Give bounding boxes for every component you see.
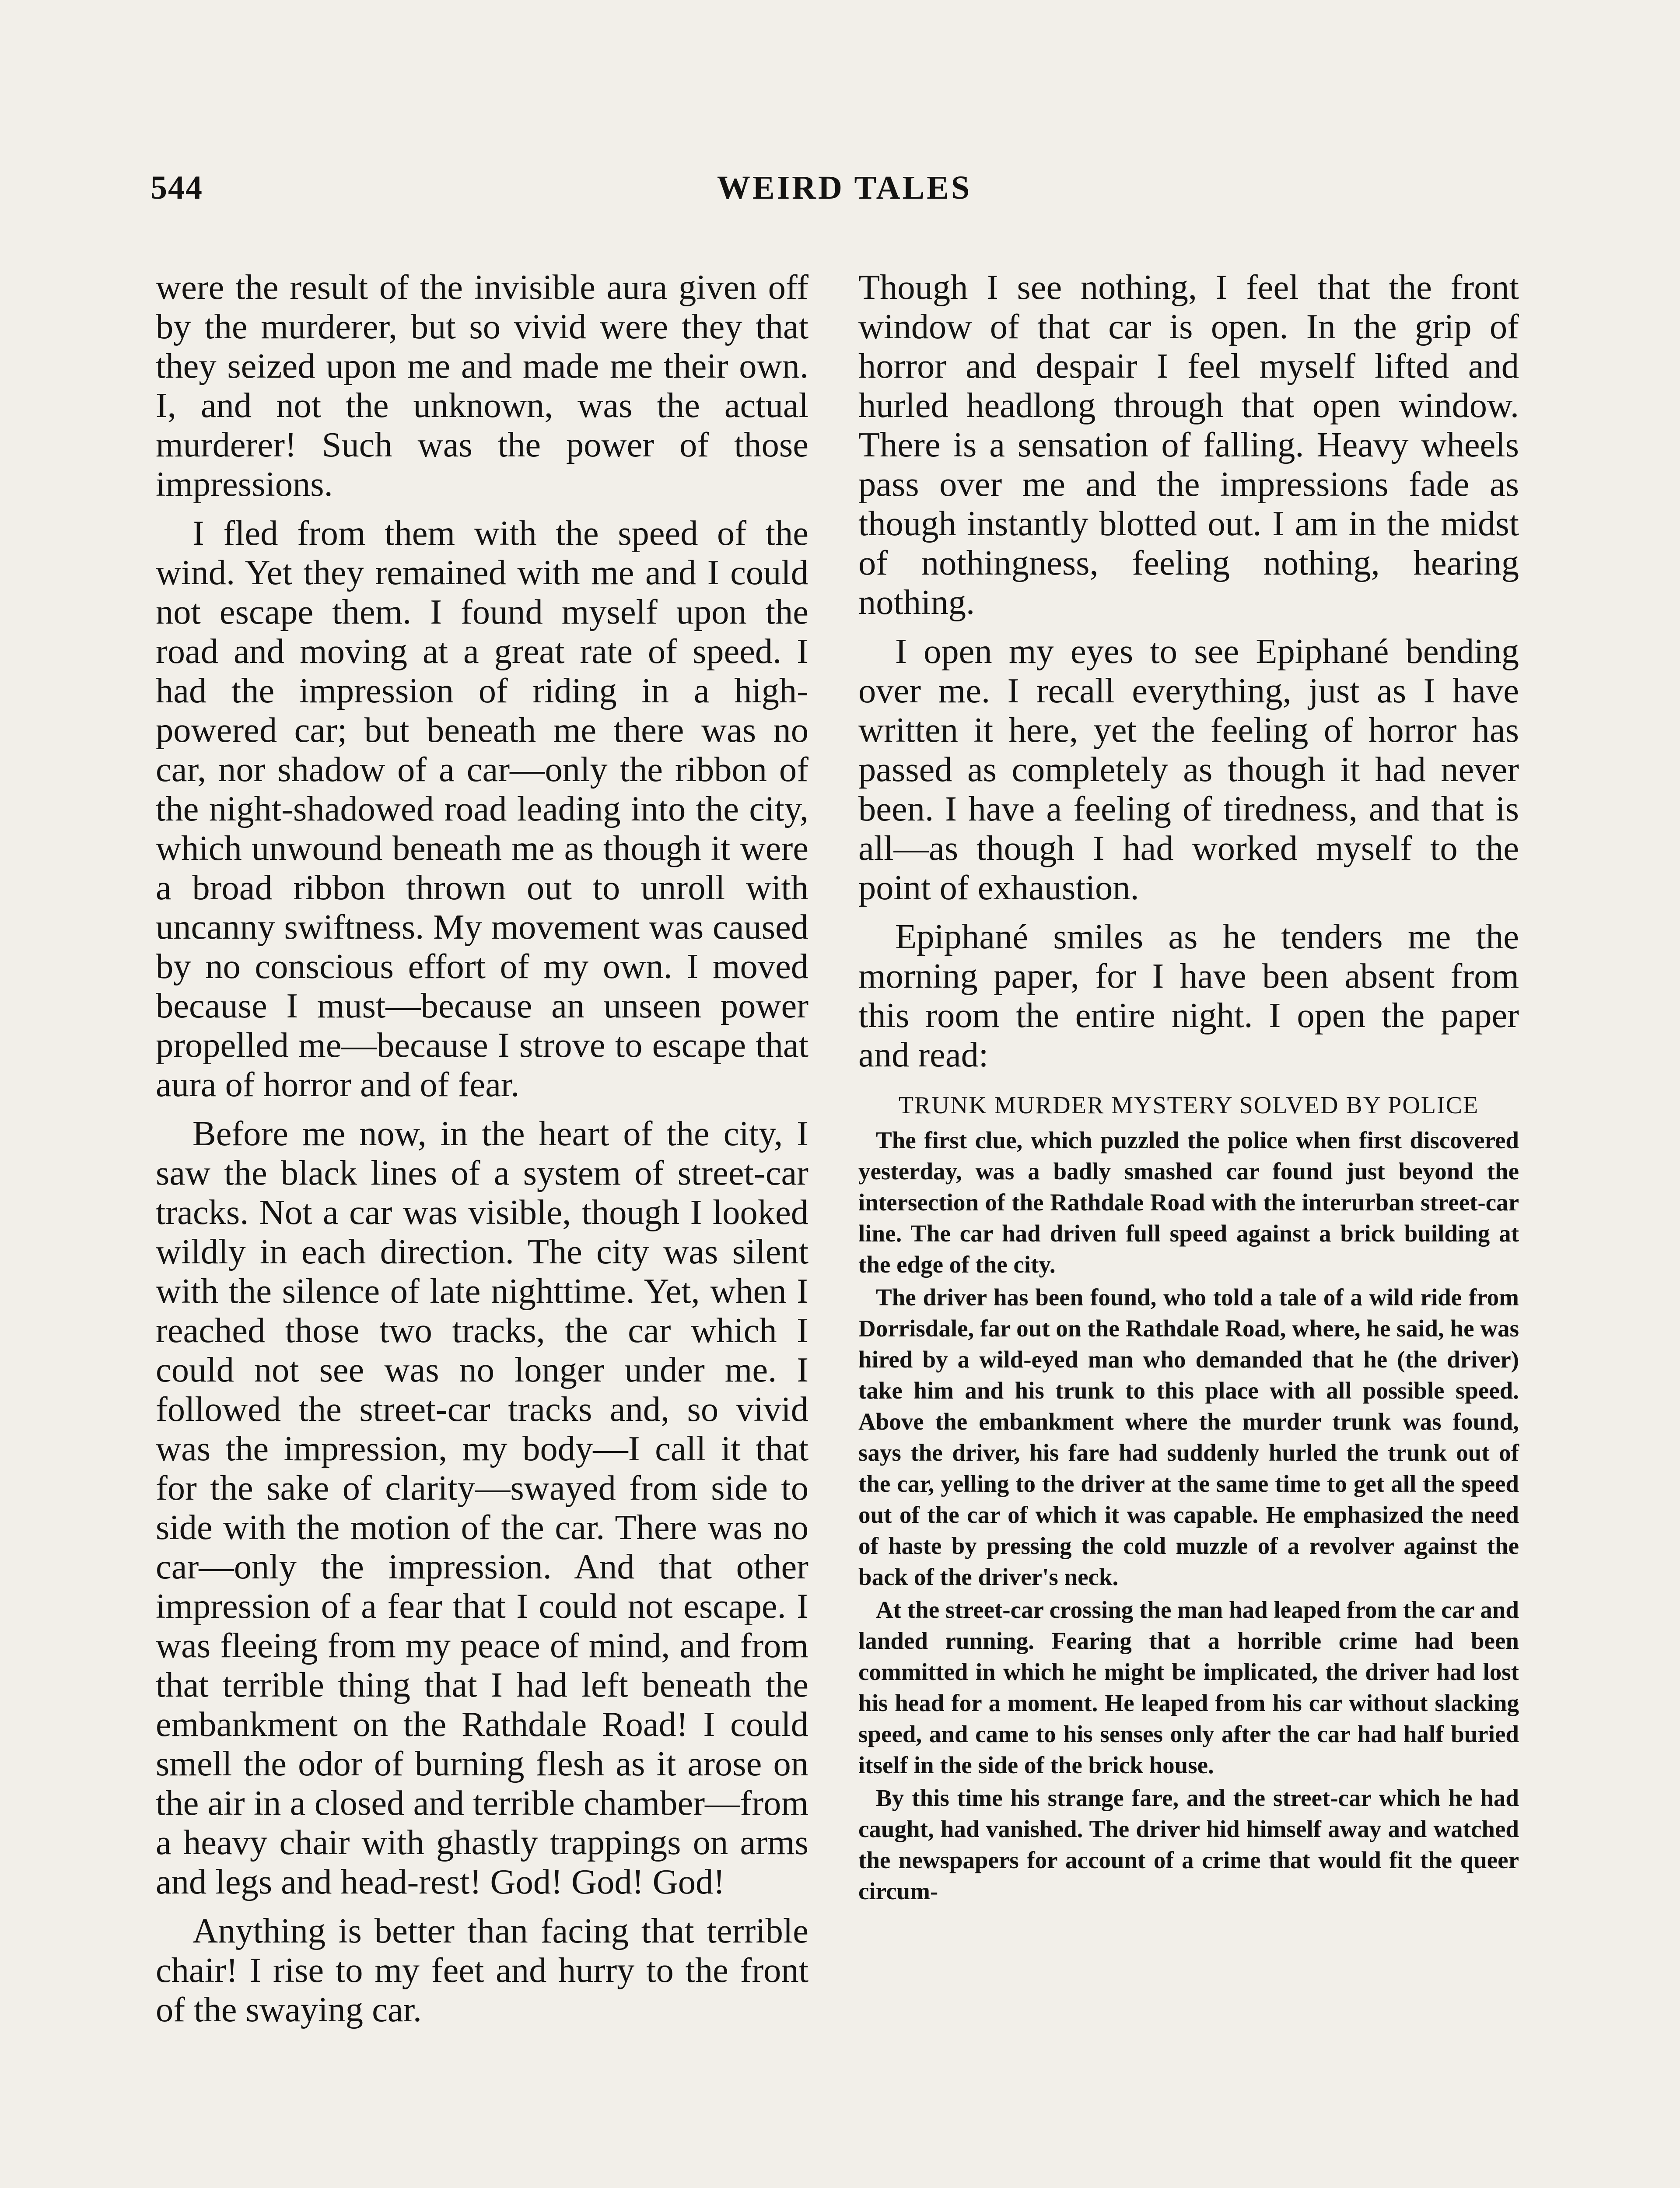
left-column <box>156 268 808 2030</box>
news-paragraph: The first clue, which puzzled the police when first discovered yesterday, was a badly smashed car found just beyond the intersection of the Rathdale Road with the interurban street-car line. The car had driven full speed against a brick building at the edge of the city. <box>858 1127 1519 1278</box>
paragraph: were the result of the invisible aura given off by the murderer, but so vivid were they that they seized upon me and made me their own. I, and not the unknown, was the actual murderer! Such was the power of those impressions. <box>156 268 808 504</box>
news-headline: TRUNK MURDER MYSTERY SOLVED BY POLICE <box>898 1092 1479 1119</box>
right-column <box>858 268 1519 1907</box>
paragraph: Though I see nothing, I feel that the front window of that car is open. In the grip of horror and despair I feel myself lifted and hurled headlong through that open window. There is a sensation of falling. Heavy wheels pass over me and the impressions fade as though instantly blotted out. I am in the midst of nothingness, feeling nothing, hearing nothing. <box>858 268 1519 622</box>
running-head: WEIRD TALES <box>717 169 972 206</box>
paragraph: Epiphané smiles as he tenders me the morning paper, for I have been absent from this room the entire night. I open the paper and read: <box>858 917 1519 1074</box>
paragraph: I fled from them with the speed of the wind. Yet they remained with me and I could not escape them. I found myself upon the road and moving at a great rate of speed. I had the impression of riding in a high-powered car; but beneath me there was no car, nor shadow of a car—only the ribbon of the night-shadowed road leading into the city, which unwound beneath me as though it were a broad ribbon thrown out to unroll with uncanny swiftness. My movement was caused by no conscious effort of my own. I moved because I must—because an unseen power propelled me—because I strove to escape that aura of horror and of fear. <box>156 514 808 1104</box>
news-paragraph: At the street-car crossing the man had leaped from the car and landed running. Fearing that a horrible crime had been committed in which he might be implicated, the driver had lost his head for a moment. He leaped from his car without slacking speed, and came to his senses only after the car had half buried itself in the side of the brick house. <box>858 1596 1519 1778</box>
page-number: 544 <box>150 169 203 206</box>
paragraph: Anything is better than facing that terrible chair! I rise to my feet and hurry to the front of the swaying car. <box>156 1911 808 2029</box>
paragraph: Before me now, in the heart of the city, I saw the black lines of a system of street-car tracks. Not a car was visible, though I looked wildly in each direction. The city was silent with the silence of late nighttime. Yet, when I reached those two tracks, the car which I could not see was no longer under me. I followed the street-car tracks and, so vivid was the impression, my body—I call it that for the sake of clarity—swayed from side to side with the motion of the car. There was no car—only the impression. And that other impression of a fear that I could not escape. I was fleeing from my peace of mind, and from that terrible thing that I had left beneath the embankment on the Rathdale Road! I could smell the odor of burning flesh as it arose on the air in a closed and terrible chamber—from a heavy chair with ghastly trappings on arms and legs and head-rest! God! God! God! <box>156 1114 808 1901</box>
news-clipping <box>858 1091 1519 1907</box>
news-paragraph: By this time his strange fare, and the street-car which he had caught, had vanished. The driver hid himself away and watched the newspapers for account of a crime that would fit the queer circum- <box>858 1785 1519 1904</box>
paragraph: I open my eyes to see Epiphané bending over me. I recall everything, just as I have written it here, yet the feeling of horror has passed as completely as though it had never been. I have a feeling of tiredness, and that is all—as though I had worked myself to the point of exhaustion. <box>858 632 1519 907</box>
news-paragraph: The driver has been found, who told a tale of a wild ride from Dorrisdale, far out on the Rathdale Road, where, he said, he was hired by a wild-eyed man who demanded that he (the driver) take him and his trunk to this place with all possible speed. Above the embankment where the murder trunk was found, says the driver, his fare had suddenly hurled the trunk out of the car, yelling to the driver at the same time to get all the speed out of the car of which it was capable. He emphasized the need of haste by pressing the cold muzzle of a revolver against the back of the driver's neck. <box>858 1284 1519 1590</box>
